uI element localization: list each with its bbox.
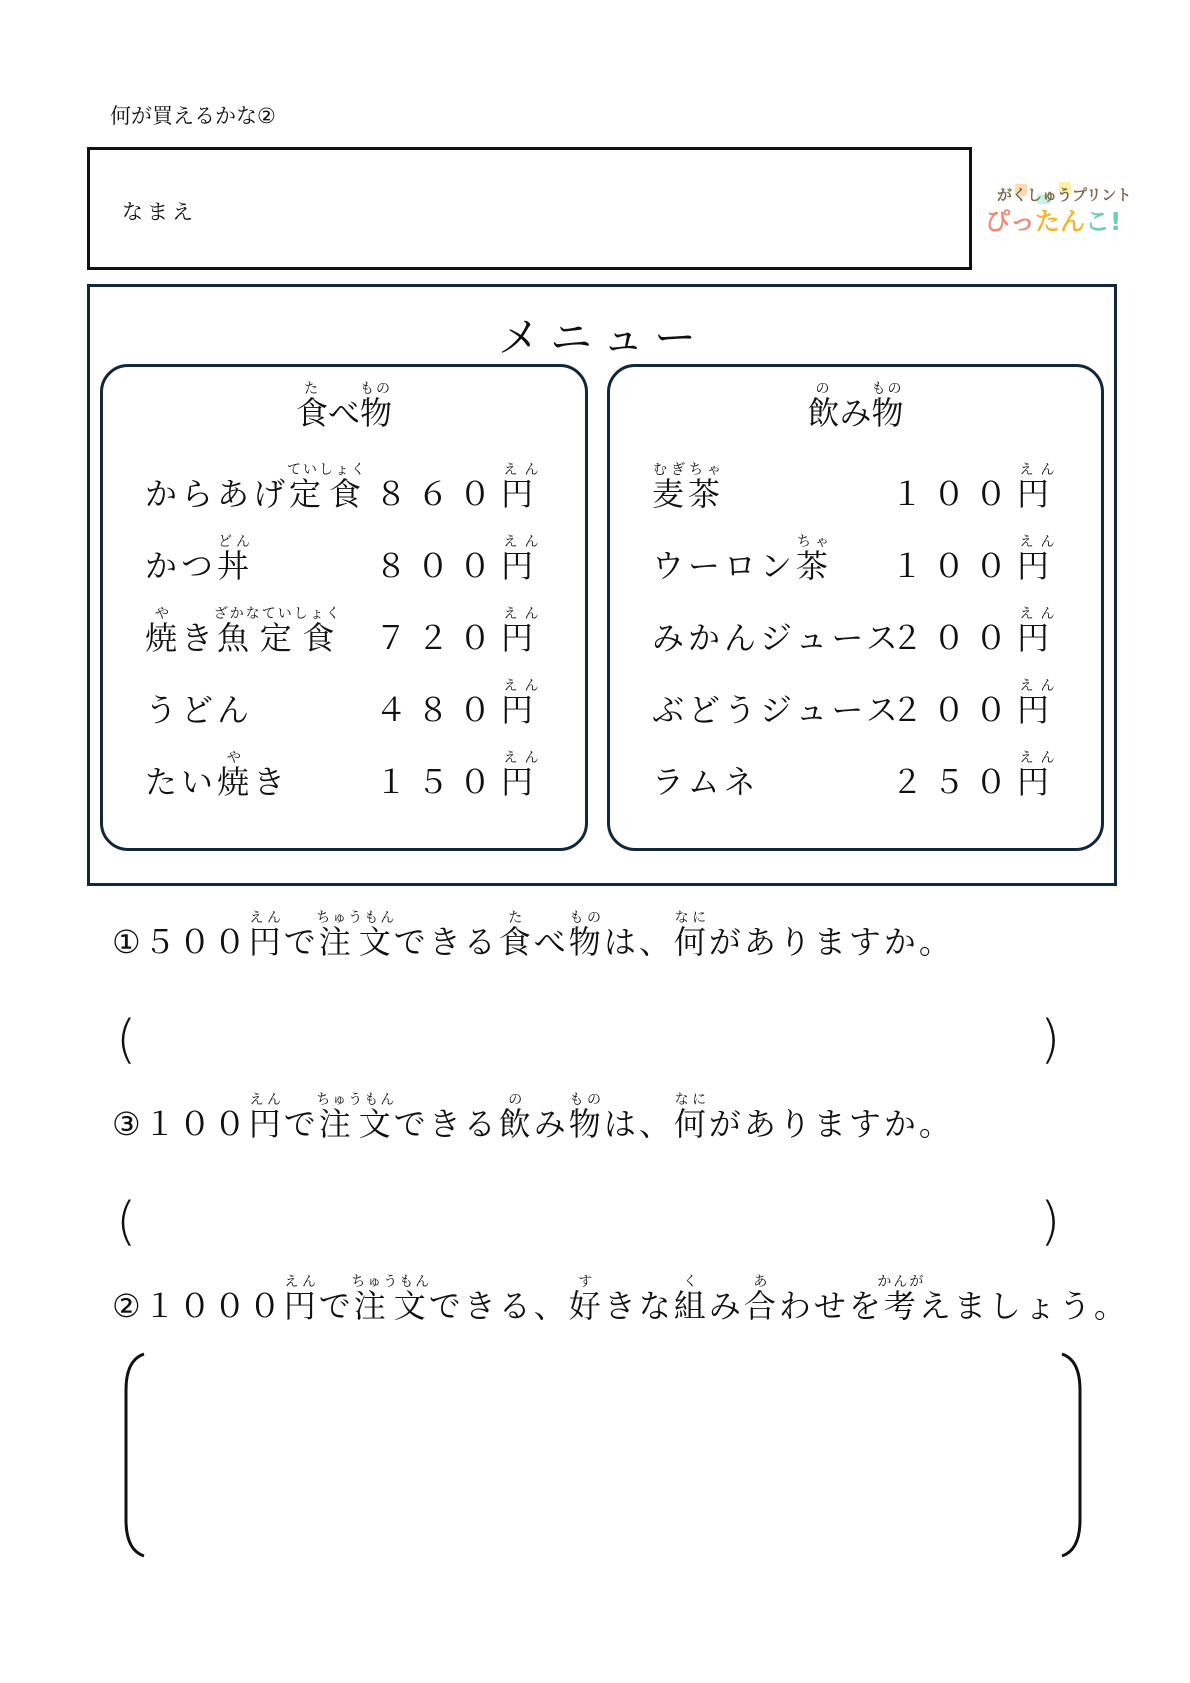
text-segment: がありますか。 — [708, 1105, 954, 1143]
name-label: なまえ — [122, 200, 197, 224]
furigana: た — [295, 381, 328, 397]
answer-3-open-paren: ( — [116, 1192, 137, 1252]
drinks-heading — [610, 381, 1101, 434]
ruby-word — [360, 381, 393, 432]
ruby-base: 好 — [568, 1287, 604, 1325]
question-3 — [112, 1092, 954, 1145]
text-segment: ８６０ — [374, 475, 501, 513]
ruby-base: 円 — [500, 619, 543, 657]
ruby-word — [1016, 750, 1059, 801]
answer-1-close-paren: ) — [1040, 1010, 1061, 1070]
ruby-base: 定食 — [287, 475, 368, 513]
ruby-base: 物 — [360, 394, 393, 432]
furigana: もの — [871, 381, 904, 397]
ruby-base: 注文 — [351, 1287, 432, 1325]
menu-item-price — [891, 534, 1059, 587]
ruby-base: 円 — [500, 475, 543, 513]
ruby-word — [217, 750, 254, 801]
answer-3-field[interactable] — [150, 1192, 1030, 1262]
text-segment: ２００ — [890, 619, 1017, 657]
logo-bottom-text: ぴったんこ! — [985, 207, 1122, 236]
text-segment: き — [253, 763, 290, 801]
furigana: や — [217, 750, 254, 766]
ruby-base: 丼 — [217, 547, 254, 585]
menu-item-price — [375, 678, 543, 731]
menu-item — [103, 599, 585, 659]
text-segment: えましょう。 — [918, 1287, 1129, 1325]
ruby-word — [498, 1092, 534, 1143]
text-segment: ４８０ — [374, 691, 501, 729]
menu-item-price — [891, 750, 1059, 803]
ruby-base: 考 — [877, 1287, 926, 1325]
menu-item-price — [891, 462, 1059, 515]
ruby-base: 円 — [1016, 763, 1059, 801]
menu-item — [610, 455, 1101, 515]
text-segment: ②１０００ — [112, 1287, 284, 1325]
furigana: た — [498, 910, 534, 926]
ruby-base: 物 — [568, 923, 604, 961]
ruby-word — [1016, 462, 1059, 513]
menu-item — [103, 743, 585, 803]
ruby-base: 円 — [248, 923, 284, 961]
furigana: もの — [568, 1092, 604, 1108]
furigana: ちゃ — [796, 534, 833, 550]
text-segment: できる — [393, 1105, 499, 1143]
menu-item-price — [891, 678, 1059, 731]
menu-board — [87, 284, 1117, 886]
ruby-word — [351, 1274, 432, 1325]
question-2 — [112, 1274, 1129, 1327]
ruby-word — [568, 1092, 604, 1143]
text-segment: で — [283, 1105, 319, 1143]
menu-item-name — [652, 534, 832, 587]
text-segment: べ — [533, 923, 569, 961]
text-segment: ２００ — [890, 691, 1017, 729]
furigana: なに — [673, 910, 709, 926]
ruby-base: 焼 — [145, 619, 182, 657]
furigana: えん — [248, 1092, 284, 1108]
furigana: あ — [743, 1274, 779, 1290]
furigana: えん — [1016, 750, 1059, 766]
menu-item-price — [375, 750, 543, 803]
furigana: えん — [1016, 678, 1059, 694]
furigana: ちゅうもん — [316, 910, 397, 926]
ruby-base: 円 — [248, 1105, 284, 1143]
ruby-word — [500, 678, 543, 729]
ruby-word — [500, 462, 543, 513]
ruby-word — [871, 381, 904, 432]
ruby-base: 円 — [1016, 475, 1059, 513]
ruby-word — [673, 1092, 709, 1143]
text-segment: ぶどうジュース — [652, 691, 902, 729]
menu-item-name — [652, 685, 902, 731]
menu-item-price — [375, 606, 543, 659]
ruby-word — [500, 750, 543, 801]
ruby-base: 魚定食 — [213, 619, 342, 657]
ruby-base: 注文 — [316, 1105, 397, 1143]
furigana: どん — [217, 534, 254, 550]
ruby-base: 円 — [283, 1287, 319, 1325]
menu-item — [103, 455, 585, 515]
ruby-word — [1016, 534, 1059, 585]
ruby-word — [248, 1092, 284, 1143]
ruby-base: 円 — [500, 691, 543, 729]
menu-item-price — [891, 606, 1059, 659]
text-segment: み — [533, 1105, 569, 1143]
ruby-word — [213, 606, 342, 657]
ruby-base: 円 — [1016, 691, 1059, 729]
furigana: ちゅうもん — [351, 1274, 432, 1290]
menu-item-price — [375, 534, 543, 587]
furigana: えん — [500, 462, 543, 478]
menu-item-name — [652, 613, 902, 659]
furigana: えん — [500, 534, 543, 550]
furigana: の — [807, 381, 840, 397]
ruby-base: 飲 — [807, 394, 840, 432]
menu-item — [103, 671, 585, 731]
menu-item-name — [652, 462, 724, 515]
text-segment: みかんジュース — [652, 619, 902, 657]
text-segment: は、 — [603, 923, 674, 961]
furigana: す — [568, 1274, 604, 1290]
text-segment: できる、 — [428, 1287, 569, 1325]
ruby-word — [652, 462, 725, 513]
text-segment: わせを — [778, 1287, 884, 1325]
name-field[interactable] — [87, 147, 972, 270]
furigana: や — [145, 606, 181, 622]
text-segment: み — [708, 1287, 744, 1325]
ruby-word — [807, 381, 840, 432]
ruby-base: 合 — [743, 1287, 779, 1325]
text-segment: ③１００ — [112, 1105, 249, 1143]
ruby-base: 組 — [673, 1287, 709, 1325]
ruby-base: 円 — [500, 763, 543, 801]
ruby-base: 茶 — [796, 547, 833, 585]
ruby-word — [248, 910, 284, 961]
ruby-base: 食 — [295, 394, 328, 432]
text-segment: １００ — [890, 475, 1017, 513]
logo-top-text: がくしゅうプリント — [997, 186, 1132, 204]
text-segment: ラムネ — [652, 763, 760, 801]
furigana: むぎちゃ — [652, 462, 725, 478]
ruby-word — [145, 606, 182, 657]
worksheet-title: 何が買えるかな② — [110, 104, 276, 128]
ruby-base: 焼 — [217, 763, 254, 801]
ruby-word — [796, 534, 833, 585]
food-heading — [103, 381, 585, 434]
ruby-word — [568, 910, 604, 961]
drinks-panel — [607, 364, 1104, 851]
ruby-base: 何 — [673, 923, 709, 961]
text-segment: うどん — [145, 691, 254, 729]
furigana: ていしょく — [287, 462, 368, 478]
furigana: く — [673, 1274, 709, 1290]
menu-item — [103, 527, 585, 587]
ruby-word — [743, 1274, 779, 1325]
furigana: えん — [500, 606, 543, 622]
ruby-word — [498, 910, 534, 961]
menu-item-name — [145, 750, 289, 803]
ruby-word — [316, 910, 397, 961]
ruby-word — [673, 1274, 709, 1325]
text-segment: で — [283, 923, 319, 961]
answer-bracket — [122, 1350, 1084, 1560]
furigana: かんが — [877, 1274, 926, 1290]
text-segment: たい — [145, 763, 218, 801]
menu-item — [610, 671, 1101, 731]
menu-item-name — [145, 606, 342, 659]
ruby-word — [316, 1092, 397, 1143]
furigana: えん — [1016, 534, 1059, 550]
text-segment: がありますか。 — [708, 923, 954, 961]
ruby-base: 注文 — [316, 923, 397, 961]
ruby-word — [500, 534, 543, 585]
ruby-word — [1016, 678, 1059, 729]
text-segment: は、 — [603, 1105, 674, 1143]
text-segment: １５０ — [374, 763, 501, 801]
furigana: えん — [283, 1274, 319, 1290]
ruby-base: 飲 — [498, 1105, 534, 1143]
text-segment: からあげ — [145, 475, 290, 513]
menu-item — [610, 527, 1101, 587]
pittanko-logo — [985, 178, 1135, 248]
ruby-word — [500, 606, 543, 657]
ruby-word — [217, 534, 254, 585]
text-segment: で — [318, 1287, 354, 1325]
ruby-base: 円 — [1016, 619, 1059, 657]
ruby-word — [568, 1274, 604, 1325]
answer-1-open-paren: ( — [116, 1010, 137, 1070]
ruby-word — [283, 1274, 319, 1325]
menu-title: メニュー — [497, 313, 706, 362]
furigana: もの — [360, 381, 393, 397]
furigana: えん — [500, 678, 543, 694]
answer-3-close-paren: ) — [1040, 1192, 1061, 1252]
text-segment: み — [839, 394, 872, 432]
menu-item — [610, 599, 1101, 659]
text-segment: きな — [603, 1287, 674, 1325]
text-segment: ７２０ — [374, 619, 501, 657]
ruby-base: 円 — [500, 547, 543, 585]
text-segment: １００ — [890, 547, 1017, 585]
ruby-base: 物 — [871, 394, 904, 432]
text-segment: き — [181, 619, 218, 657]
question-1 — [112, 910, 954, 963]
menu-item — [610, 743, 1101, 803]
ruby-base: 食 — [498, 923, 534, 961]
text-segment: ①５００ — [112, 923, 249, 961]
ruby-base: 麦茶 — [652, 475, 725, 513]
food-panel — [100, 364, 588, 851]
text-segment: かつ — [145, 547, 218, 585]
menu-item-name — [652, 757, 760, 803]
menu-item-name — [145, 685, 253, 731]
furigana: えん — [1016, 606, 1059, 622]
menu-item-price — [375, 462, 543, 515]
text-segment: できる — [393, 923, 499, 961]
text-segment: ２５０ — [890, 763, 1017, 801]
furigana: の — [498, 1092, 534, 1108]
furigana: ちゅうもん — [316, 1092, 397, 1108]
ruby-word — [287, 462, 368, 513]
answer-2-field[interactable] — [122, 1350, 1084, 1560]
answer-1-field[interactable] — [150, 1010, 1030, 1080]
text-segment: ８００ — [374, 547, 501, 585]
text-segment: ウーロン — [652, 547, 797, 585]
ruby-base: 物 — [568, 1105, 604, 1143]
furigana: ざかなていしょく — [213, 606, 342, 622]
ruby-word — [673, 910, 709, 961]
ruby-base: 何 — [673, 1105, 709, 1143]
furigana: えん — [500, 750, 543, 766]
furigana: えん — [1016, 462, 1059, 478]
ruby-base: 円 — [1016, 547, 1059, 585]
furigana: なに — [673, 1092, 709, 1108]
text-segment: べ — [327, 394, 360, 432]
furigana: えん — [248, 910, 284, 926]
ruby-word — [1016, 606, 1059, 657]
ruby-word — [877, 1274, 926, 1325]
ruby-word — [295, 381, 328, 432]
menu-item-name — [145, 534, 253, 587]
furigana: もの — [568, 910, 604, 926]
menu-item-name — [145, 462, 367, 515]
